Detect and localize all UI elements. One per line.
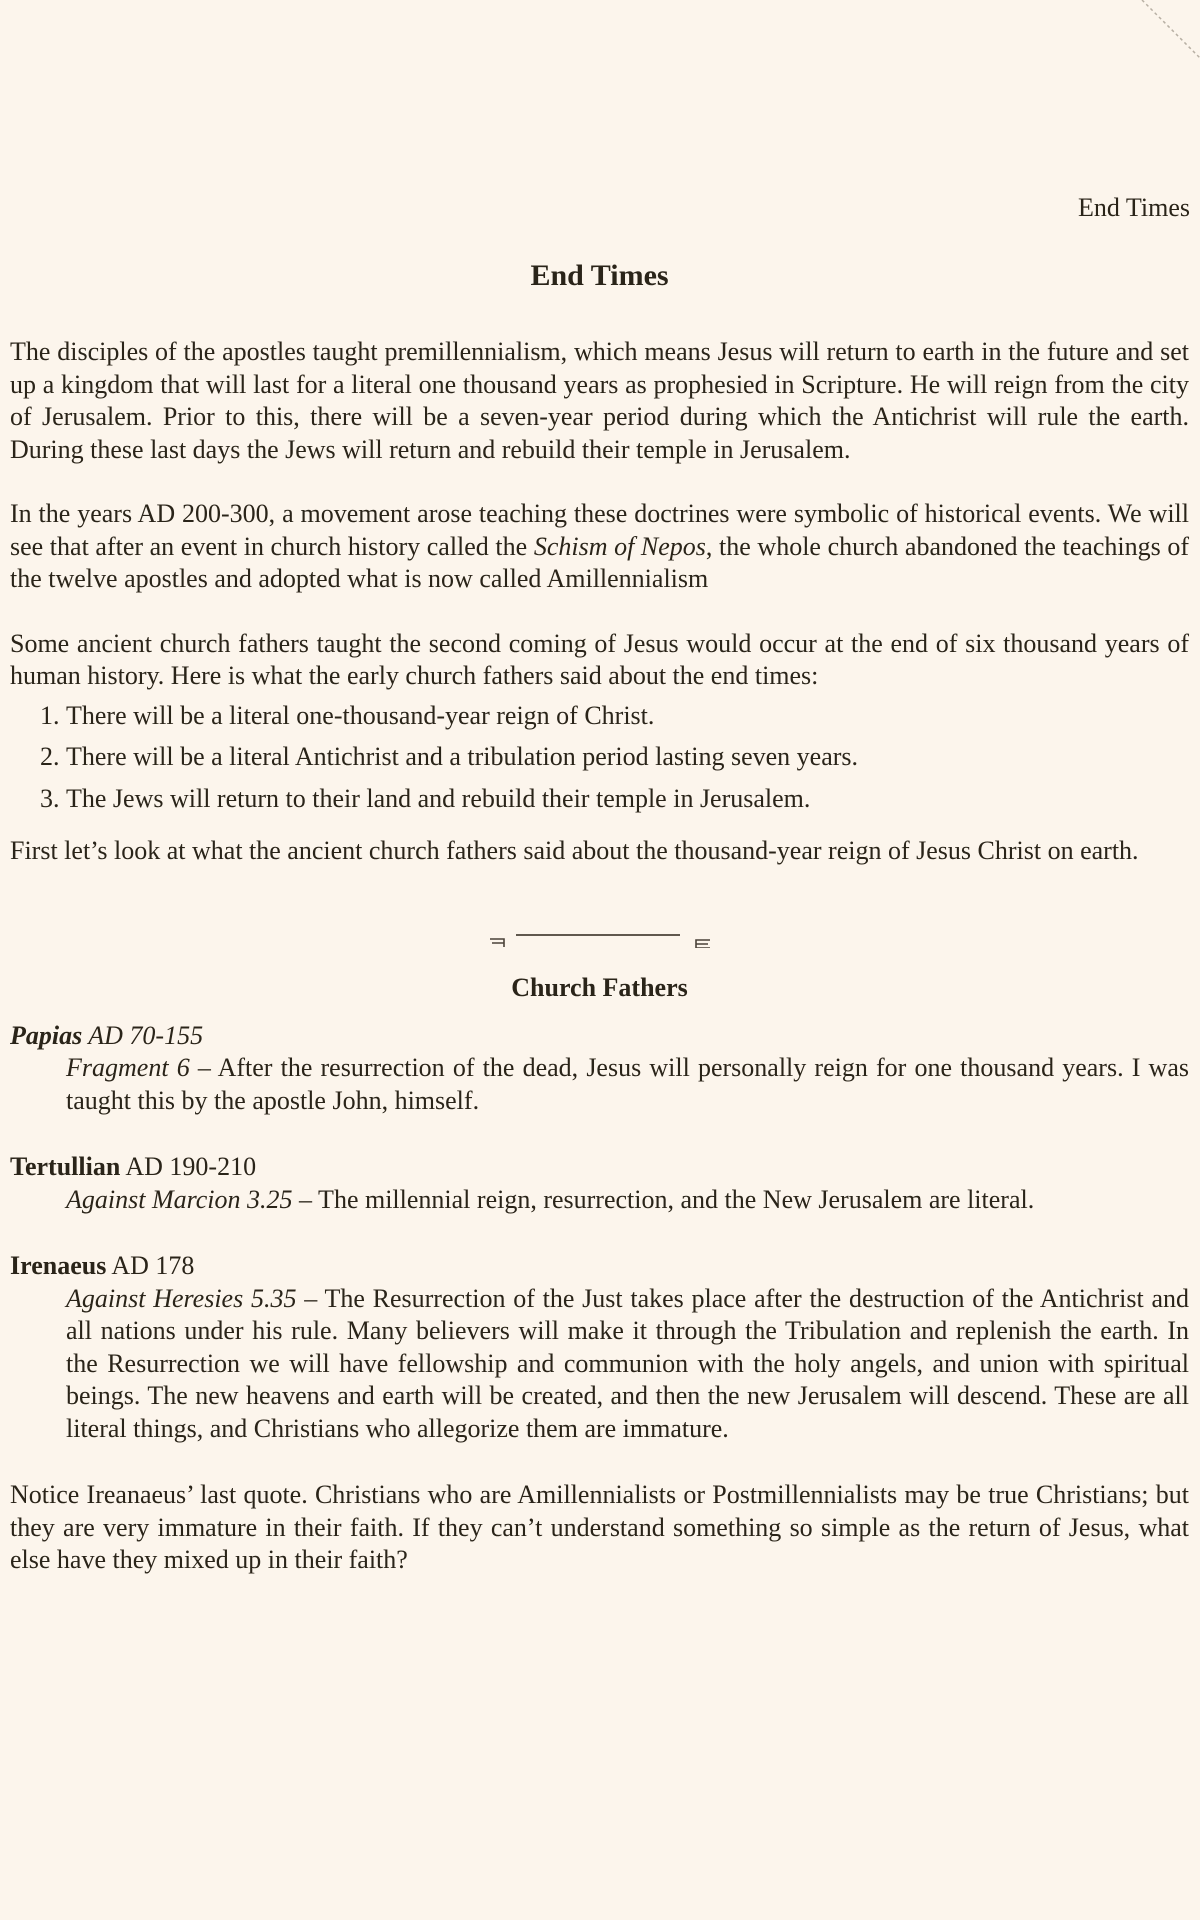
father-dates: AD 178: [106, 1251, 195, 1280]
father-heading: [10, 1250, 1189, 1283]
father-quote: [10, 1283, 1189, 1446]
running-header: End Times: [1078, 193, 1190, 222]
list-item: 2. There will be a literal Antichrist and a tribulation period lasting seven years.: [66, 741, 1189, 774]
page-body: [10, 256, 1189, 1577]
page-corner-fold-mark: [1140, 0, 1200, 60]
schism-text-after: , the whole church abandoned the teachings of the twelve apostles and adopted what is now called Amillennialism: [10, 531, 1189, 593]
father-entry-tertullian: [10, 1151, 1189, 1216]
list-item: 1. There will be a literal one-thousand-year reign of Christ.: [66, 700, 1189, 733]
quote-source: Against Heresies 5.35: [66, 1283, 297, 1313]
ornament-line-icon: [480, 918, 720, 948]
quote-source: Fragment 6: [66, 1053, 190, 1082]
father-entry-papias: [10, 1020, 1189, 1118]
father-dates: AD 190-210: [120, 1152, 257, 1181]
chapter-title: End Times: [530, 259, 669, 292]
schism-text-before: In the years AD 200-300, a movement arose teaching these doctrines were symbolic of historical events. We will see that after an event in church history called the: [10, 499, 1189, 561]
quote-text: – After the resurrection of the dead, Jesus will personally reign for one thousand years. I was taught this by the apostle John, himself.: [66, 1053, 1189, 1115]
quote-source: Against Marcion 3.25: [66, 1184, 293, 1214]
closing-paragraph: Notice Ireanaeus’ last quote. Christians who are Amillennialists or Postmillennialists may be true Christians; but they are very immature in their faith. If they can’t understand something so simple as the return of Jesus, what else have they mixed up in their faith?: [10, 1480, 1189, 1574]
father-dates: AD 70-155: [82, 1020, 204, 1050]
father-name: Papias: [10, 1020, 83, 1050]
quote-text: – The millennial reign, resurrection, and the New Jerusalem are literal.: [292, 1184, 1035, 1214]
schism-of-nepos-term: Schism of Nepos: [533, 531, 706, 561]
end-times-doctrines-list: [10, 700, 1189, 816]
father-heading: [10, 1151, 1189, 1184]
intro-paragraph-six-thousand-years: Some ancient church fathers taught the second coming of Jesus would occur at the end of six thousand years of human history. Here is what the early church fathers said about the end times:: [10, 628, 1189, 690]
intro-paragraph-transition: First let’s look at what the ancient church fathers said about the thousand-year reign of Jesus Christ on earth.: [10, 836, 1139, 865]
father-name: Tertullian: [10, 1152, 121, 1181]
section-divider-ornament: [10, 918, 1189, 948]
intro-paragraph-schism: [10, 498, 1189, 596]
quote-text: – The Resurrection of the Just takes place after the destruction of the Antichrist and all nations under his rule. Many believers will make it through the Tribulation and replenish the earth. In the Resurrection we will have fellowship and communion with the holy angels, and union with spiritual beings. The new heavens and earth will be created, and then the new Jerusalem will descend. These are all literal things, and Christians who allegorize them are immature.: [66, 1283, 1189, 1443]
father-quote: [10, 1184, 1189, 1217]
father-entry-irenaeus: [10, 1250, 1189, 1445]
father-name: Irenaeus: [10, 1251, 107, 1280]
section-title-church-fathers: Church Fathers: [511, 972, 688, 1002]
father-quote: [10, 1052, 1189, 1117]
list-item: 3. The Jews will return to their land and rebuild their temple in Jerusalem.: [66, 783, 1189, 816]
intro-paragraph-premillennialism: The disciples of the apostles taught premillennialism, which means Jesus will return to earth in the future and set up a kingdom that will last for a literal one thousand years as prophesied in Scripture. He will reign from the city of Jerusalem. Prior to this, there will be a seven-year period during which the Antichrist will rule the earth. During these last days the Jews will return and rebuild their temple in Jerusalem.: [10, 337, 1189, 464]
father-heading: [10, 1020, 1189, 1053]
